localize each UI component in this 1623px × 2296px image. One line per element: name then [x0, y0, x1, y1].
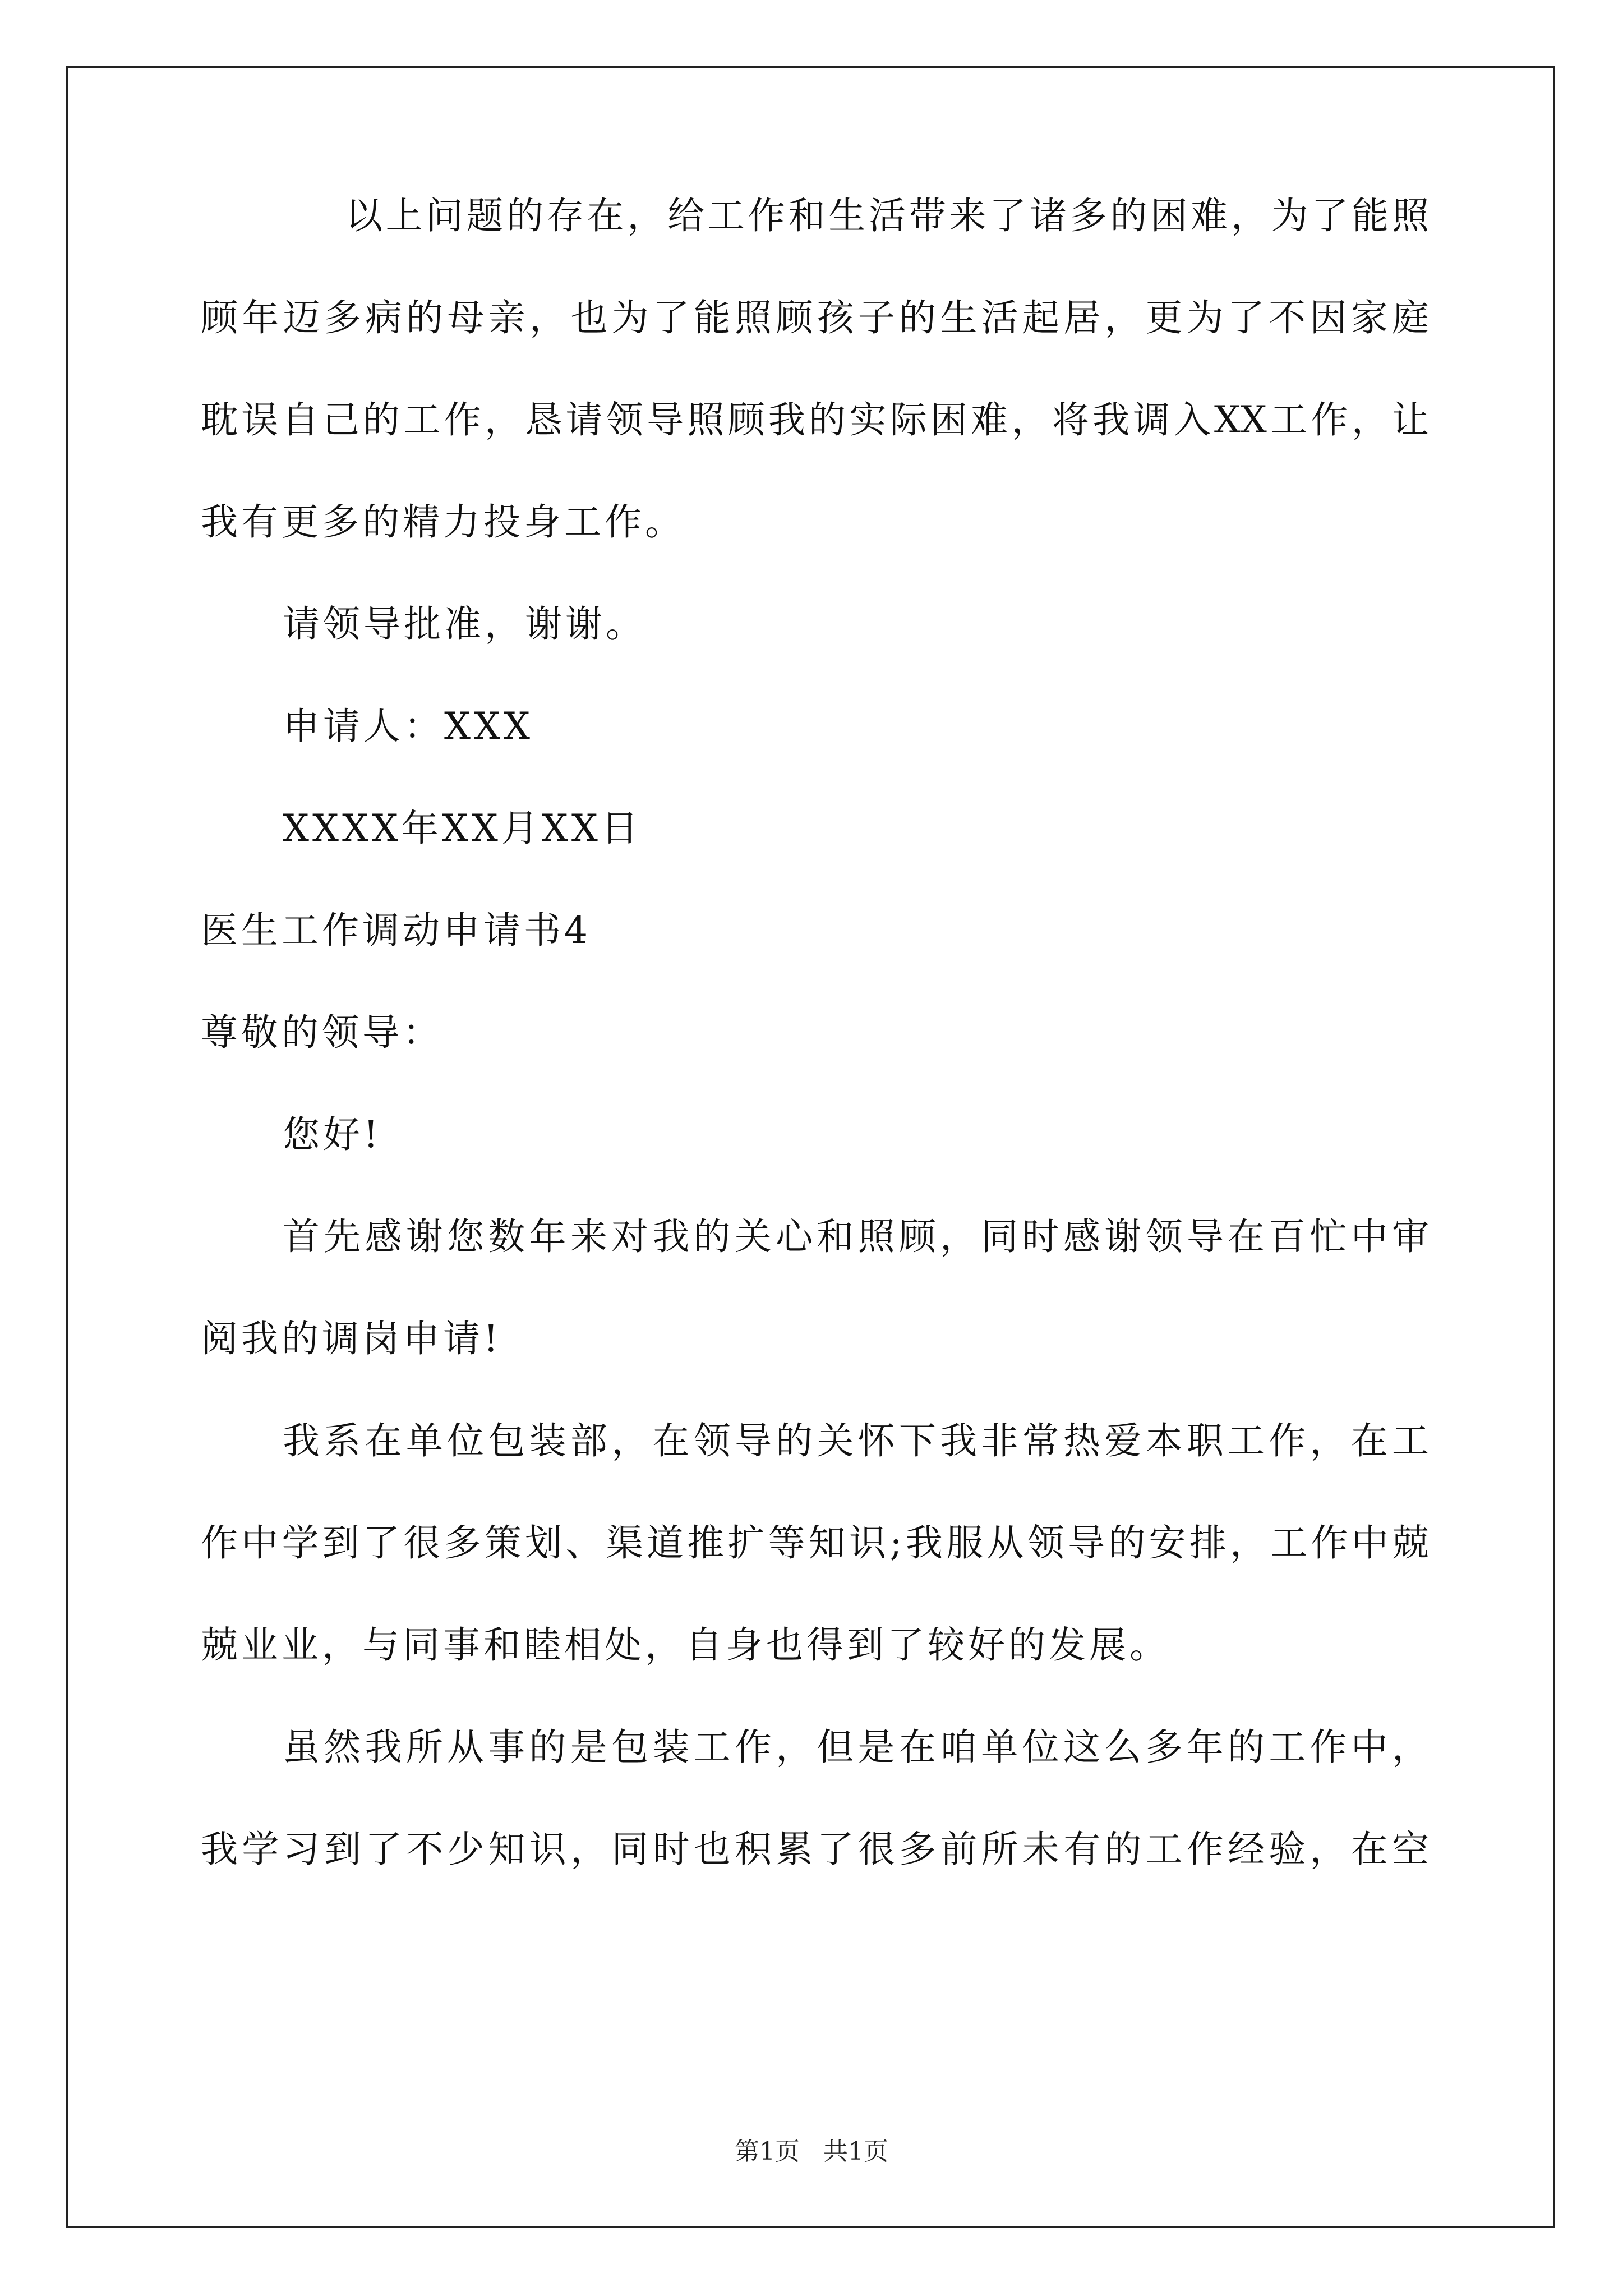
paragraph-line: 兢业业，与同事和睦相处，自身也得到了较好的发展。: [201, 1623, 1170, 1667]
applicant-line: 申请人：XXX: [283, 705, 533, 748]
paragraph-line: 以上问题的存在，给工作和生活带来了诸多的困难，为了能照: [345, 194, 1429, 237]
paragraph-line: 我有更多的精力投身工作。: [201, 500, 685, 544]
section-title: 医生工作调动申请书4: [201, 909, 591, 952]
paragraph-line: 作中学到了很多策划、渠道推扩等知识;我服从领导的安排，工作中兢: [201, 1521, 1429, 1565]
paragraph-line: 耽误自己的工作，恳请领导照顾我的实际困难，将我调入XX工作，让: [201, 398, 1429, 441]
paragraph-line: 虽然我所从事的是包装工作，但是在咱单位这么多年的工作中，: [283, 1726, 1429, 1769]
paragraph-line: 顾年迈多病的母亲，也为了能照顾孩子的生活起居，更为了不因家庭: [201, 296, 1429, 339]
page-number: 第1页 共1页: [735, 2137, 888, 2166]
paragraph-line: 阅我的调岗申请!: [201, 1317, 502, 1360]
salutation: 尊敬的领导：: [201, 1011, 443, 1054]
paragraph-line: 我学习到了不少知识，同时也积累了很多前所未有的工作经验，在空: [201, 1828, 1429, 1871]
greeting: 您好!: [283, 1113, 382, 1156]
date-line: XXXX年XX月XX日: [283, 807, 642, 850]
paragraph-line: 请领导批准，谢谢。: [283, 602, 646, 646]
paragraph-line: 首先感谢您数年来对我的关心和照顾，同时感谢领导在百忙中审: [283, 1215, 1429, 1258]
paragraph-line: 我系在单位包装部，在领导的关怀下我非常热爱本职工作，在工: [283, 1419, 1429, 1462]
